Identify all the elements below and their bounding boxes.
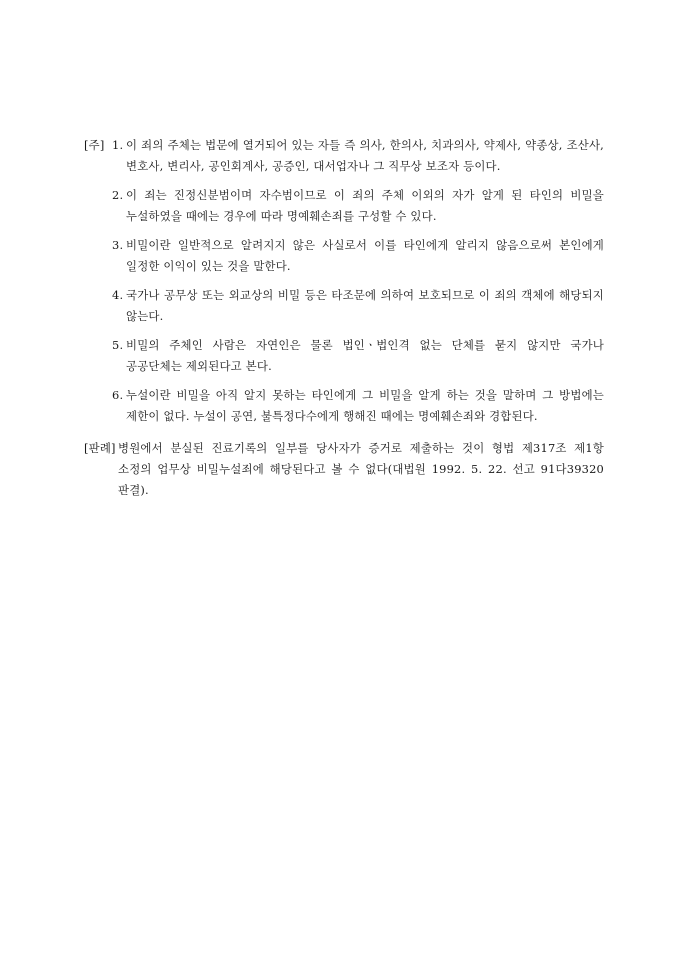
note-text: 비밀이란 일반적으로 알려지지 않은 사실로서 이를 타인에게 알리지 않음으로써 본인에게 일정한 이익이 있는 것을 말한다. [126, 238, 604, 273]
note-text: 국가나 공무상 또는 외교상의 비밀 등은 타조문에 의하여 보호되므로 이 죄의 객체에 해당되지 않는다. [126, 288, 604, 323]
note-number: 6. [112, 388, 124, 402]
note-text: 이 죄의 주체는 법문에 열거되어 있는 자들 즉 의사, 한의사, 치과의사, 약제사, 약종상, 조산사, 변호사, 변리사, 공인회계사, 공증인, 대서업자나 그 직무상 보조자 등이다. [126, 138, 604, 173]
note-item-5 [112, 335, 604, 377]
caselaw-text: 병원에서 분실된 진료기록의 일부를 당사자가 증거로 제출하는 것이 형법 제317조 제1항 소정의 업무상 비밀누설죄에 해당된다고 볼 수 없다(대법원 1992. 5. 22. 선고 91다39320 판결). [118, 441, 604, 497]
note-text: 비밀의 주체인 사람은 자연인은 물론 법인ㆍ법인격 없는 단체를 묻지 않지만 국가나 공공단체는 제외된다고 본다. [126, 338, 604, 373]
note-number: 5. [112, 338, 124, 352]
notes-list [112, 135, 604, 427]
note-number: 1. [112, 138, 124, 152]
note-number: 4. [112, 288, 124, 302]
notes-section [84, 135, 604, 427]
note-number: 2. [112, 188, 124, 202]
note-item-4 [112, 285, 604, 327]
note-number: 3. [112, 238, 124, 252]
note-item-3 [112, 235, 604, 277]
caselaw-section [84, 438, 604, 501]
caselaw-label: [판례] [84, 441, 116, 455]
note-item-2 [112, 185, 604, 227]
note-text: 누설이란 비밀을 아직 알지 못하는 타인에게 그 비밀을 알게 하는 것을 말하며 그 방법에는 제한이 없다. 누설이 공연, 불특정다수에게 행해진 때에는 명예훼손죄와 경합된다. [126, 388, 604, 423]
note-item-6 [112, 385, 604, 427]
notes-label: [주] [84, 138, 105, 152]
note-item-1 [112, 135, 604, 177]
note-text: 이 죄는 진정신분범이며 자수범이므로 이 죄의 주체 이외의 자가 알게 된 타인의 비밀을 누설하였을 때에는 경우에 따라 명예훼손죄를 구성할 수 있다. [126, 188, 604, 223]
